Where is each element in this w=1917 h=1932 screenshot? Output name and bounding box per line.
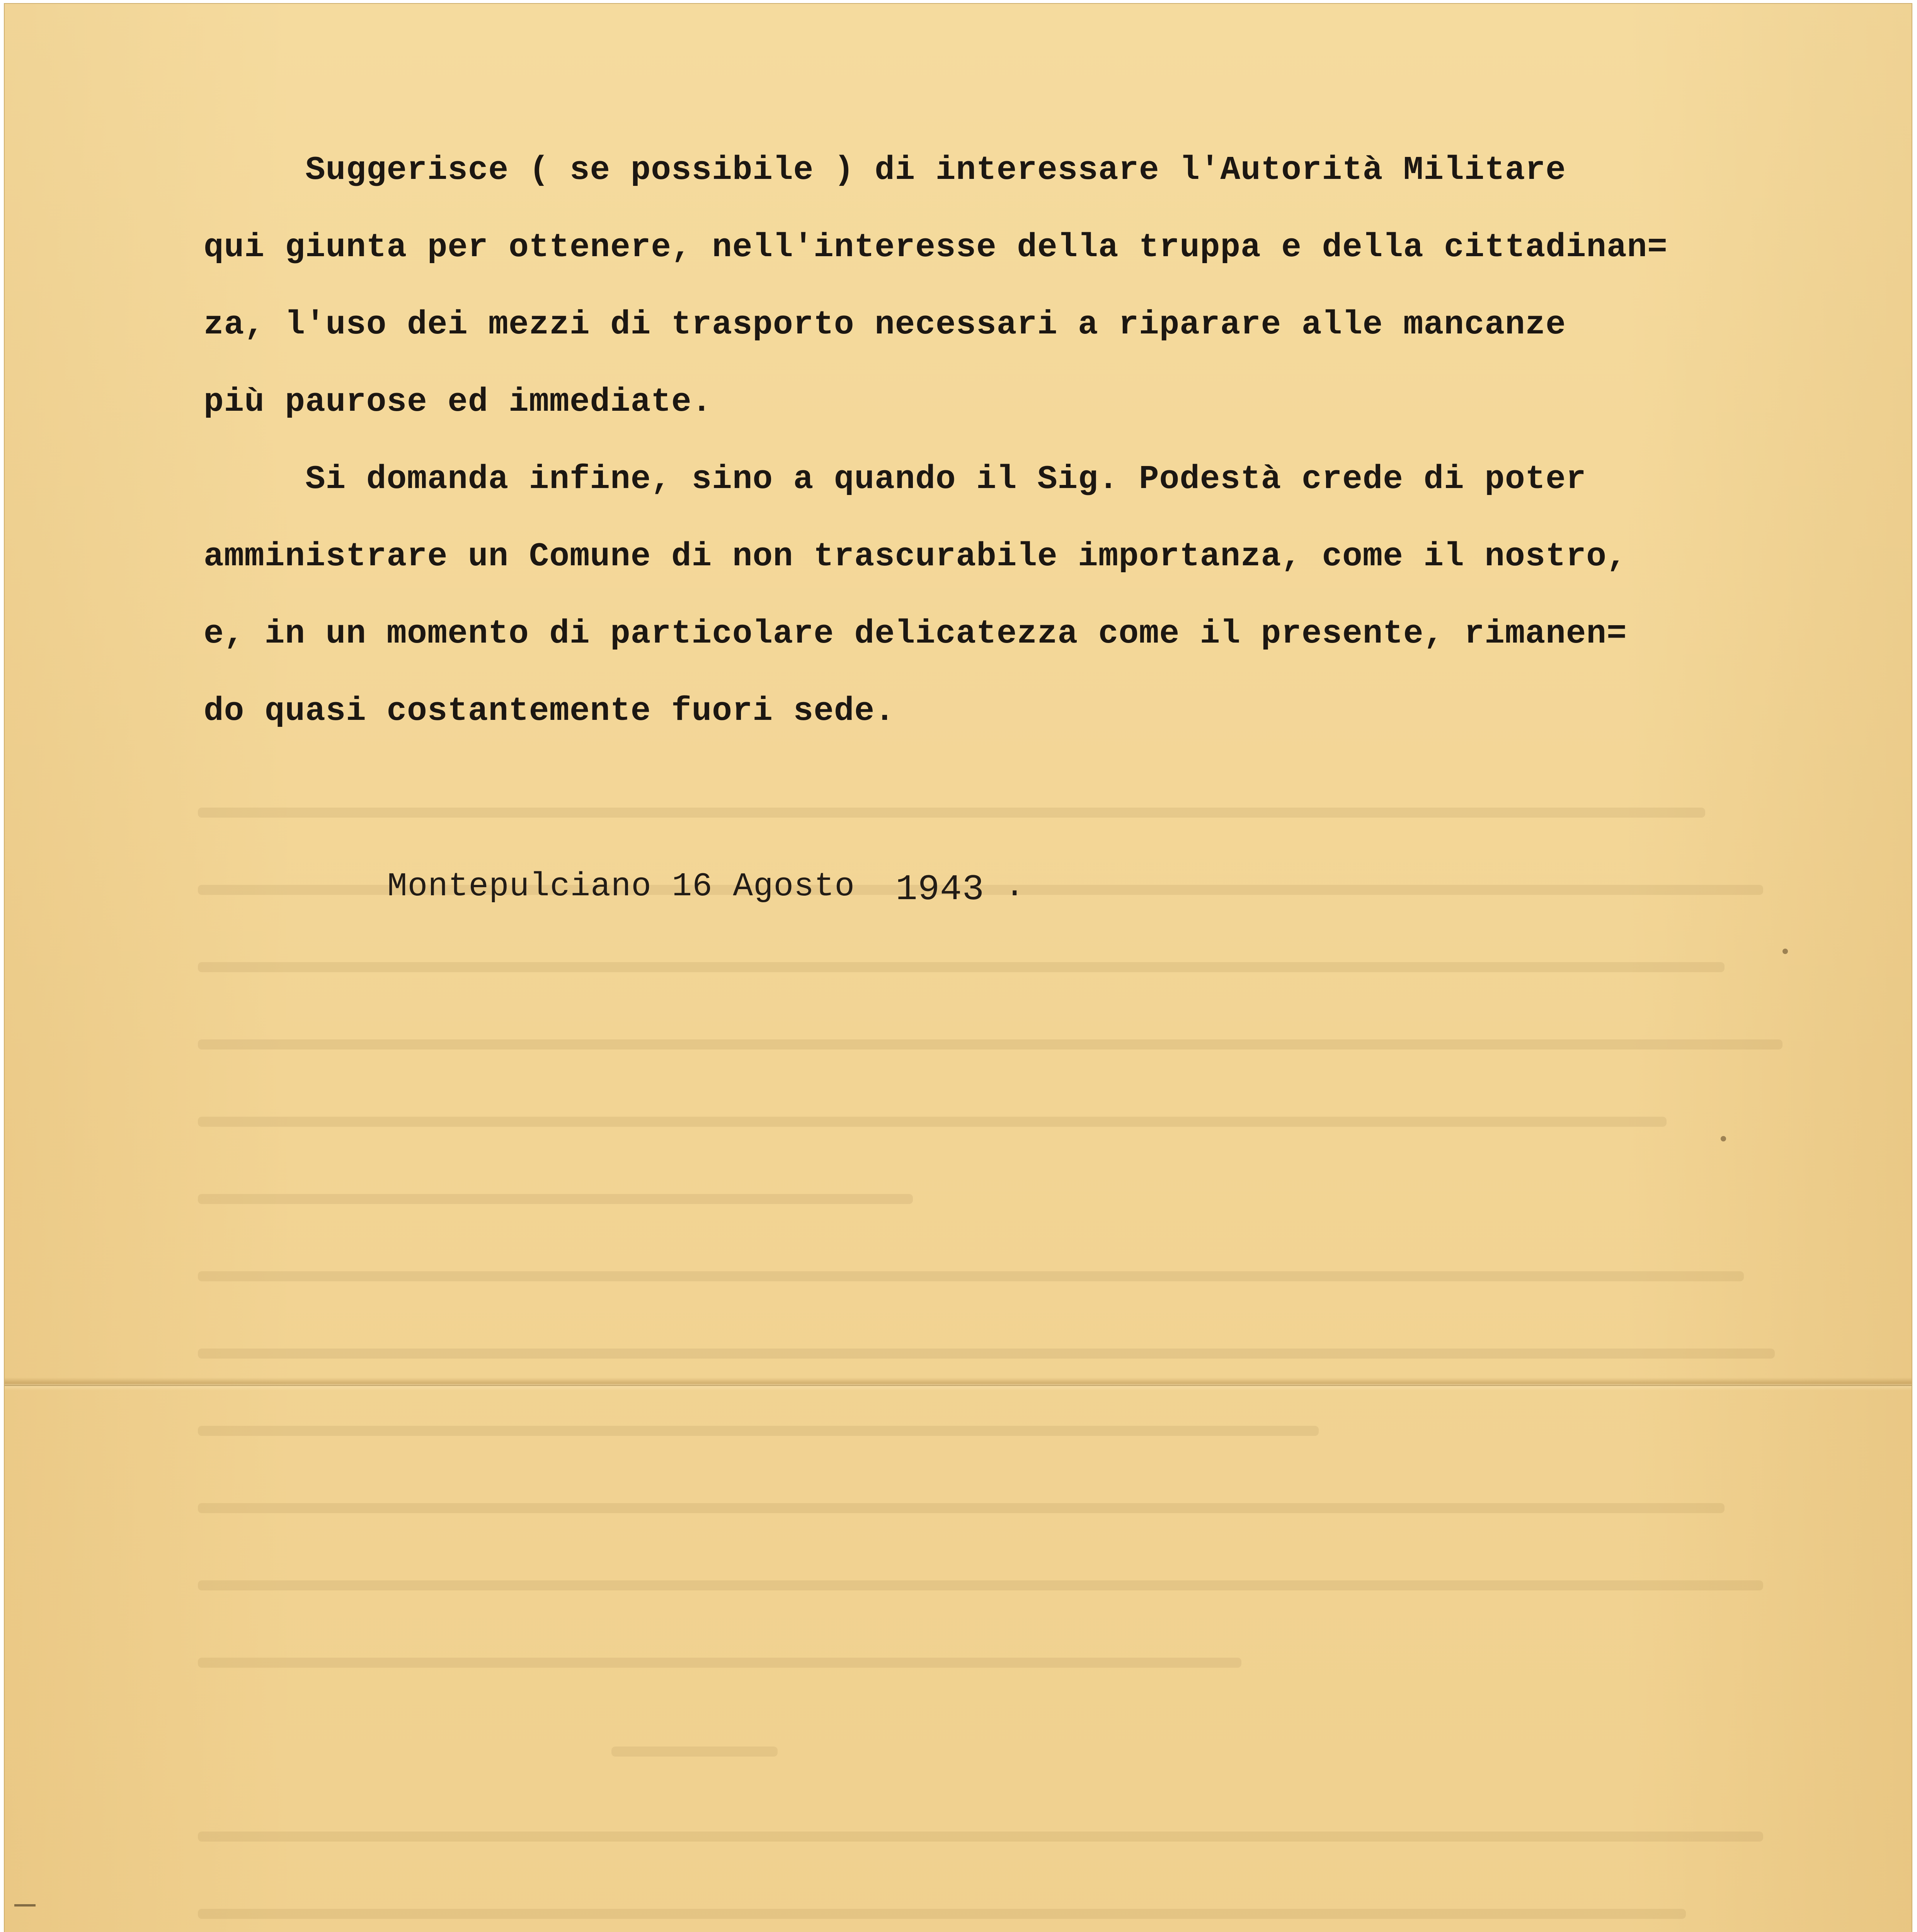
ink-spot	[1783, 949, 1788, 954]
paragraph-1-line-3: za, l'uso dei mezzi di trasporto necessari a riparare alle mancanze	[204, 306, 1566, 344]
paper-fold	[5, 1378, 1912, 1391]
paragraph-2-line-1: Si domanda infine, sino a quando il Sig. Podestà crede di poter	[204, 460, 1587, 498]
letter-page	[4, 3, 1912, 1932]
paragraph-2-line-3: e, in un momento di particolare delicatezza come il presente, rimanen=	[204, 615, 1627, 653]
paragraph-1-line-4: più paurose ed immediate.	[204, 383, 712, 421]
ink-spot	[1721, 1136, 1726, 1141]
date-line	[387, 866, 1025, 910]
paragraph-2-line-2: amministrare un Comune di non trascurabile importanza, come il nostro,	[204, 537, 1627, 575]
place-date: Montepulciano 16 Agosto	[387, 867, 855, 905]
fold-crease	[5, 1385, 1912, 1386]
bleed-through-text	[186, 808, 1810, 1932]
date-period: .	[1004, 867, 1025, 905]
edge-mark	[14, 1904, 36, 1906]
date-year: 1943	[896, 869, 984, 910]
paragraph-2-line-4: do quasi costantemente fuori sede.	[204, 692, 895, 730]
paragraph-1-line-2: qui giunta per ottenere, nell'interesse della truppa e della cittadinan=	[204, 228, 1668, 266]
paragraph-1-line-1: Suggerisce ( se possibile ) di interessare l'Autorità Militare	[204, 151, 1566, 189]
